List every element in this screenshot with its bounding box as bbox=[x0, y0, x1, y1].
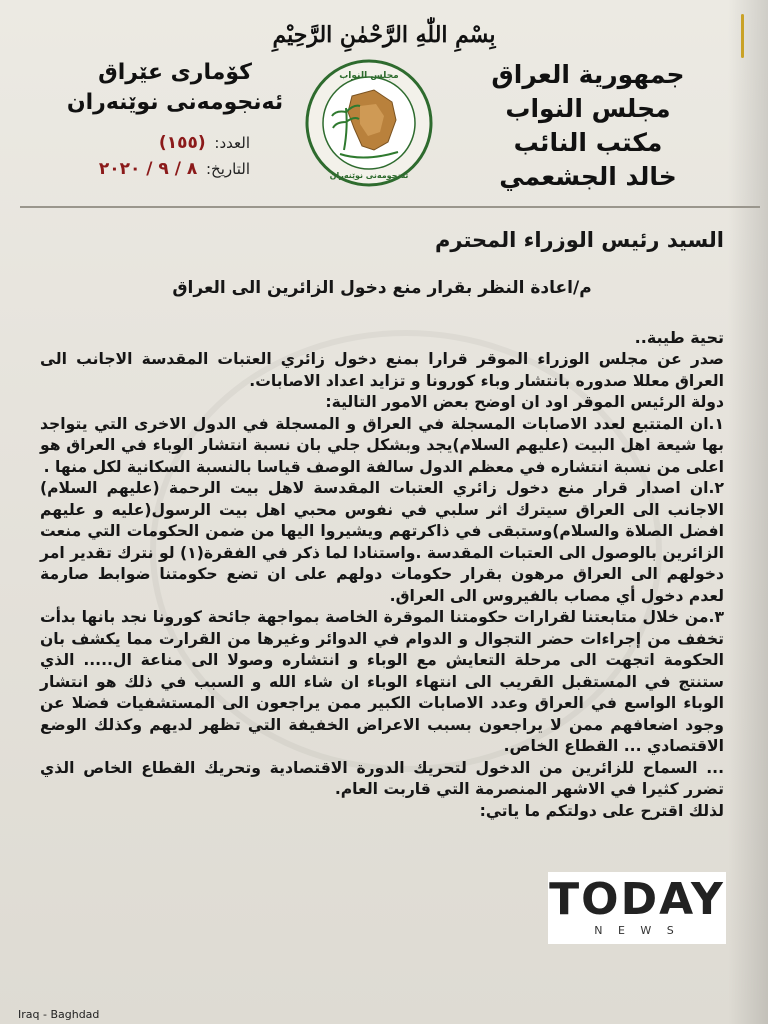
letterhead-line: جمهورية العراق bbox=[491, 60, 685, 89]
letterhead-arabic bbox=[468, 58, 708, 194]
today-brand: TODAY bbox=[549, 874, 725, 925]
logo-top-text: مجلس النواب bbox=[339, 71, 399, 81]
basmala: بِسْمِ اللّٰهِ الرَّحْمٰنِ الرَّحِيْمِ bbox=[272, 22, 496, 48]
letterhead-line: خالد الجشعمي bbox=[499, 162, 677, 191]
point-paragraph: ٢.ان اصدار قرار منع دخول زائري العتبات المقدسة لاهل بيت الرحمة (عليهم السلام) الاجانب الى العراق سيترك اثر سلبي في نفوس محبي اهل بيت الرسول(عليه و عليهم افضل الصلاة والسلام)وستبقى في ذاكرتهم ويشيروا اليها من ضمن الحكومات التي منعت الزائرين بالوصول الى العتبات المقدسة .واستنادا لما ذكر في الفقرة(١) لو نترك تقدير امر دخولهم الى العراق مرهون بقرار حكومات دولهم على ان تضع حكومتنا ضوابط صارمة لعدم دخول أي مصاب بالفيروس الى العراق. bbox=[40, 479, 725, 605]
ref-number-label: العدد: bbox=[214, 134, 250, 152]
subject-line: م/اعادة النظر بقرار منع دخول الزائرين الى العراق bbox=[172, 278, 592, 298]
ref-date-value: ٨ / ٩ / ٢٠٢٠ bbox=[98, 159, 198, 179]
letterhead-line: مكتب النائب bbox=[513, 128, 663, 157]
header-divider bbox=[20, 206, 760, 208]
letterhead-line: مجلس النواب bbox=[505, 94, 671, 123]
ref-date bbox=[70, 156, 250, 182]
page-edge-shadow bbox=[728, 0, 768, 1024]
greeting: تحية طيبة.. bbox=[634, 328, 724, 347]
footer-location: Iraq - Baghdad bbox=[18, 1008, 100, 1021]
today-sub: N E W S bbox=[594, 924, 680, 937]
closing-paragraph: لذلك اقترح على دولتكم ما ياتي: bbox=[479, 801, 724, 820]
reference-block bbox=[70, 130, 250, 182]
ref-number-value: (١٥٥) bbox=[158, 133, 206, 153]
letterhead-kurdish bbox=[55, 58, 295, 118]
logo-bottom-text: ئەنجومەنی نوێنەران bbox=[329, 171, 409, 180]
today-news-watermark bbox=[548, 872, 726, 944]
ref-date-label: التاريخ: bbox=[206, 160, 250, 178]
closing-paragraph: ... السماح للزائرين من الدخول لتحريك الدورة الاقتصادية وتحريك القطاع الخاص الذي تضرر كثيرا في الاشهر المنصرمة التي قاربت العام. bbox=[40, 758, 724, 798]
letter-body bbox=[40, 228, 724, 822]
letterhead-line: ئەنجومەنی نوێنەران bbox=[66, 90, 284, 115]
addressee: السيد رئيس الوزراء المحترم bbox=[434, 228, 724, 252]
letterhead-line: كۆماری عێراق bbox=[98, 60, 252, 85]
point-paragraph: ٣.من خلال متابعتنا لقرارات حكومتنا الموقرة الخاصة بمواجهة جائحة كورونا نجد بانها بدأت تخفف من إجراءات حضر التجوال و الدوام في الدوائر وغيرها من القرارت مما يكشف بان الحكومة اتجهت الى مرحلة التعايش مع الوباء و انتشاره وصولا الى مناعة ال..... الذي ستنتج في المستقبل القريب الى انتهاء الوباء ان شاء الله و السبب في ذلك هو انتشار الوباء الواسع في العراق وعدد الاصابات الكبير ممن يراجعون الى المستشفيات فضلا عن وجود اضعافهم ممن لا يراجعون بسبب الاعراض الخفيفة التي تظهر لديهم وكذلك الوضع الاقتصادي ... القطاع الخاص. bbox=[40, 608, 724, 755]
intro-paragraph: صدر عن مجلس الوزراء الموقر قرارا بمنع دخول زائري العتبات المقدسة الاجانب الى العراق معللا صدوره بانتشار وباء كورونا و تزايد اعداد الاصابات. bbox=[40, 350, 724, 390]
point-paragraph: ١.ان المتتبع لعدد الاصابات المسجلة في العراق و المسجلة في الدول الاخرى التي يتواجد بها شيعة اهل البيت (عليهم السلام)يجد وبشكل جلي بان نسبة انتشار الوباء في العراق هو اعلى من نسبة انتشاره في معظم الدول سالفة الوصف قياسا بالنسبة السكانية لكل منها . bbox=[40, 414, 724, 476]
ref-number bbox=[70, 130, 250, 156]
parliament-seal-logo bbox=[304, 58, 434, 188]
lead-paragraph: دولة الرئيس الموقر اود ان اوضح بعض الامور التالية: bbox=[325, 393, 724, 411]
